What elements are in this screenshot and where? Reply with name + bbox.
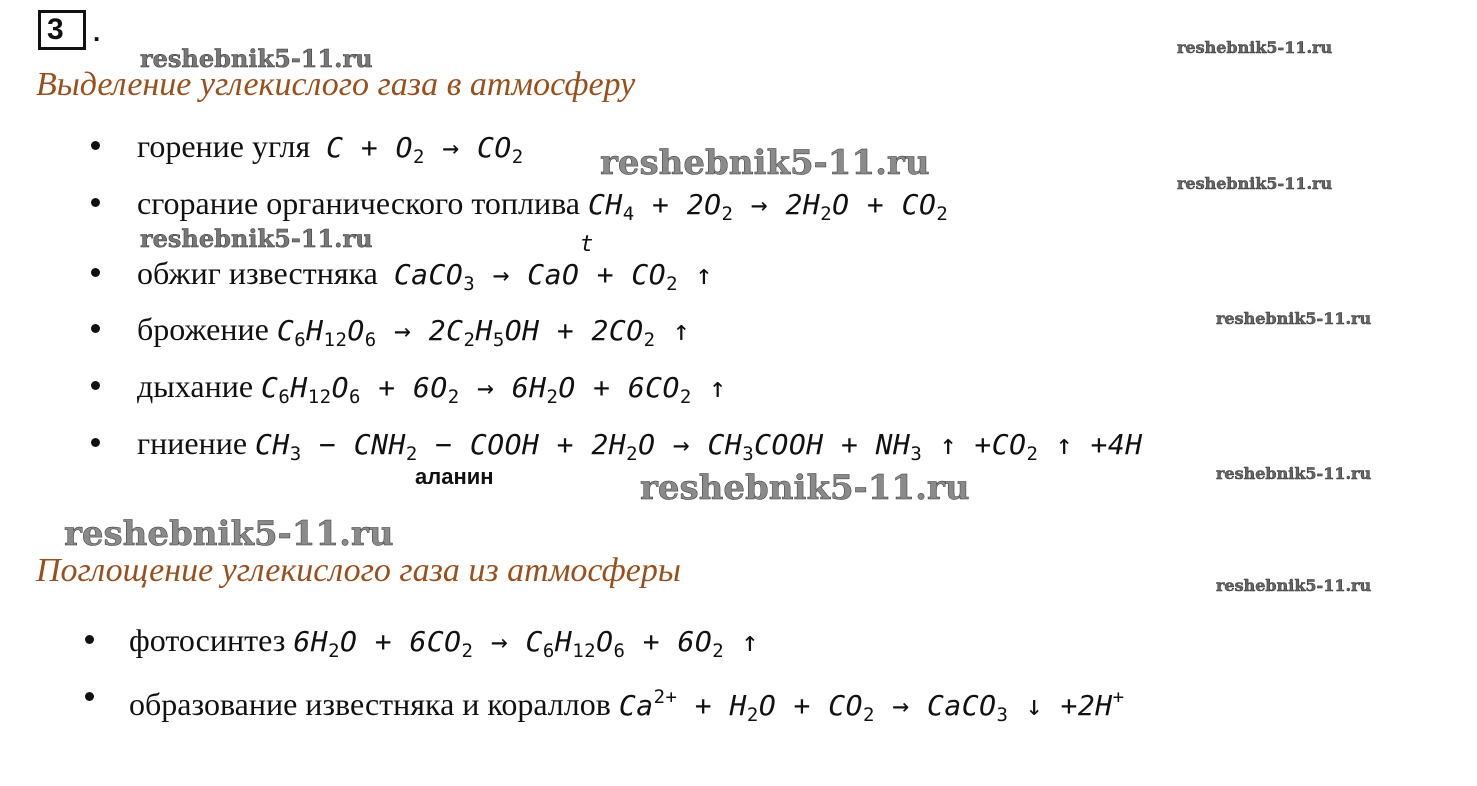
bullet [91,268,100,277]
equation: CaCO$_3$ → CaO + $CO_2$ ↑ [393,258,713,295]
arrow-condition-label: t [580,232,594,257]
section-title-absorption: Поглощение углекислого газа из атмосферы [36,552,681,589]
process-name: дыхание [137,368,254,404]
watermark: reshebnik5-11.ru [140,224,373,253]
process-name: гниение [137,425,248,461]
task-number-box: 3 . [38,10,86,50]
bullet [91,141,100,150]
watermark: reshebnik5-11.ru [640,468,970,508]
equation: $C_6H_{12}O_6 + 6O_2 \to 6H_2O + 6CO_2$ ↑ [261,371,727,408]
watermark: reshebnik5-11.ru [140,44,373,73]
equation: $C_6H_{12}O_6 \to 2C_2H_5OH + 2CO_2$ ↑ [276,314,691,351]
bullet [91,438,100,447]
bullet [85,635,94,644]
process-name: горение угля [137,128,311,164]
process-name: брожение [137,311,269,347]
list-item [137,368,727,415]
process-name: обжиг известняка [137,255,378,291]
watermark: reshebnik5-11.ru [1177,174,1333,193]
section-title-emission: Выделение углекислого газа в атмосферу [36,66,636,103]
process-name: сгорание органического топлива [137,185,580,221]
list-item [137,311,690,358]
watermark: reshebnik5-11.ru [1216,464,1372,483]
watermark: reshebnik5-11.ru [64,514,394,554]
task-number: 3 [47,13,64,46]
list-item [129,622,759,669]
list-item [137,425,1143,472]
watermark: reshebnik5-11.ru [1216,309,1372,328]
equation: $C + O_2 \to CO_2$ [326,131,524,168]
equation: $CH_3 - CNH_2$ − COOH + $2H_2O$ → $CH_3COOH + NH_3$ ↑ $+CO_2$ ↑ +4H [255,428,1143,465]
watermark: reshebnik5-11.ru [600,143,930,183]
list-item [129,679,1125,733]
bullet [91,198,100,207]
equation: $6H_2O + 6CO_2 \to C_6H_{12}O_6 + 6O_2$ ↑ [293,625,759,662]
watermark: reshebnik5-11.ru [1216,576,1372,595]
bullet [91,324,100,333]
watermark: reshebnik5-11.ru [1177,38,1333,57]
process-name: образование известняка и кораллов [129,686,611,722]
process-name: фотосинтез [129,622,286,658]
equation: $CH_4 + 2O_2 \to 2H_2O + CO_2$ [587,188,949,225]
list-item [137,128,524,175]
bullet [85,692,94,701]
equation: $Ca^{2+} + H_2O + CO_2$ → CaCO$_3$ ↓ +2H+ [618,686,1125,726]
compound-name-label: аланин [415,464,494,489]
bullet [91,381,100,390]
list-item [137,255,713,302]
